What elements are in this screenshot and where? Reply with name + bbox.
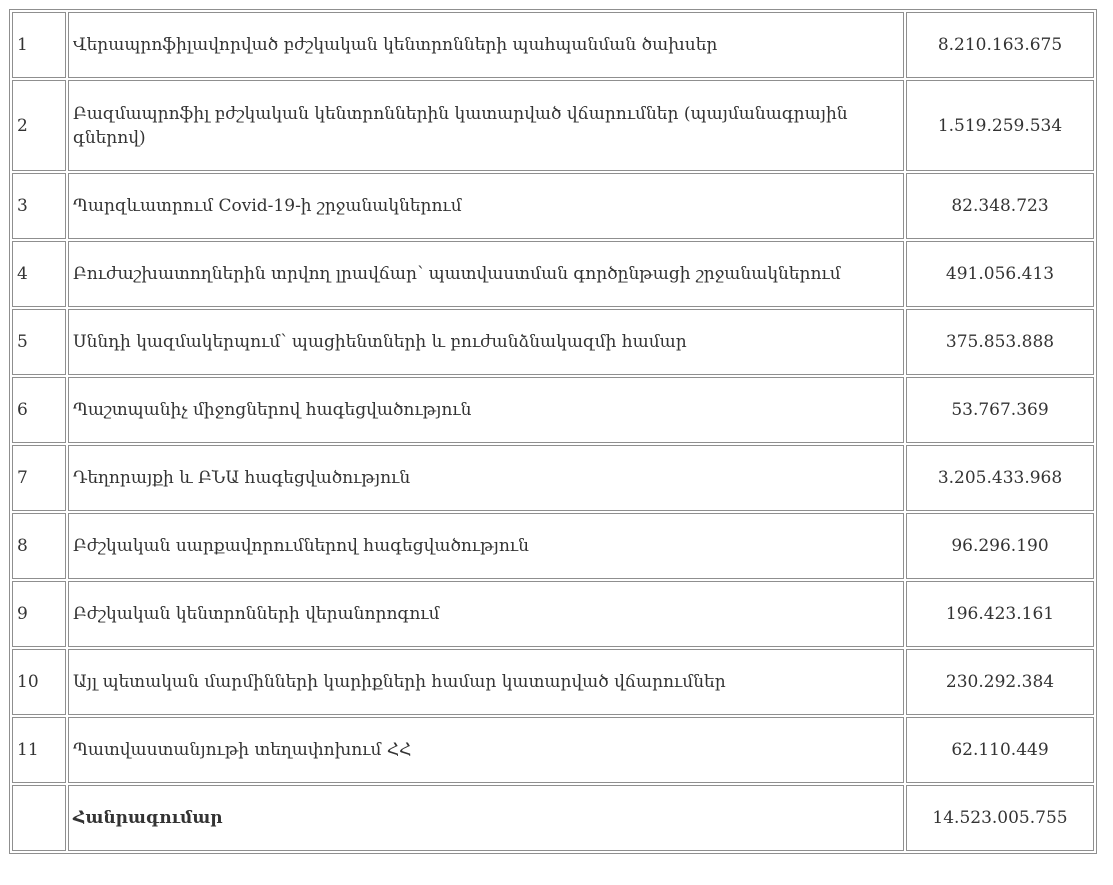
table-row xyxy=(12,309,1094,375)
row-amount: 8.210.163.675 xyxy=(906,12,1094,78)
row-number: 7 xyxy=(12,445,66,511)
row-description: Սննդի կազմակերպում՝ պացիենտների և բուժանձնակազմի համար xyxy=(68,309,904,375)
budget-table-container xyxy=(9,9,1097,854)
row-number: 4 xyxy=(12,241,66,307)
table-row xyxy=(12,717,1094,783)
row-amount: 1.519.259.534 xyxy=(906,80,1094,171)
row-number: 3 xyxy=(12,173,66,239)
table-row xyxy=(12,80,1094,171)
budget-table xyxy=(9,9,1097,854)
row-amount: 491.056.413 xyxy=(906,241,1094,307)
row-amount: 3.205.433.968 xyxy=(906,445,1094,511)
table-row xyxy=(12,377,1094,443)
row-description: Պատվաստանյութի տեղափոխում ՀՀ xyxy=(68,717,904,783)
row-amount: 96.296.190 xyxy=(906,513,1094,579)
table-row xyxy=(12,241,1094,307)
total-amount: 14.523.005.755 xyxy=(906,785,1094,851)
table-row xyxy=(12,649,1094,715)
total-row xyxy=(12,785,1094,851)
row-description: Այլ պետական մարմինների կարիքների համար կատարված վճարումներ xyxy=(68,649,904,715)
total-label: Հանրագումար xyxy=(68,785,904,851)
row-number: 10 xyxy=(12,649,66,715)
row-amount: 82.348.723 xyxy=(906,173,1094,239)
row-amount: 53.767.369 xyxy=(906,377,1094,443)
table-row xyxy=(12,581,1094,647)
row-number: 2 xyxy=(12,80,66,171)
row-description: Բուժաշխատողներին տրվող լրավճար՝ պատվաստման գործընթացի շրջանակներում xyxy=(68,241,904,307)
row-amount: 230.292.384 xyxy=(906,649,1094,715)
row-number: 6 xyxy=(12,377,66,443)
table-row xyxy=(12,173,1094,239)
row-number: 1 xyxy=(12,12,66,78)
row-description: Բժշկական կենտրոնների վերանորոգում xyxy=(68,581,904,647)
row-number: 9 xyxy=(12,581,66,647)
table-row xyxy=(12,513,1094,579)
row-amount: 375.853.888 xyxy=(906,309,1094,375)
row-amount: 62.110.449 xyxy=(906,717,1094,783)
row-description: Պաշտպանիչ միջոցներով հագեցվածություն xyxy=(68,377,904,443)
row-description: Պարզևատրում Covid-19-ի շրջանակներում xyxy=(68,173,904,239)
row-amount: 196.423.161 xyxy=(906,581,1094,647)
row-number: 5 xyxy=(12,309,66,375)
row-description: Բազմապրոֆիլ բժշկական կենտրոններին կատարված վճարումներ (պայմանագրային գներով) xyxy=(68,80,904,171)
table-row xyxy=(12,12,1094,78)
row-number: 8 xyxy=(12,513,66,579)
row-description: Դեղորայքի և ԲՆԱ հագեցվածություն xyxy=(68,445,904,511)
table-row xyxy=(12,445,1094,511)
row-description: Բժշկական սարքավորումներով հագեցվածություն xyxy=(68,513,904,579)
row-number: 11 xyxy=(12,717,66,783)
row-description: Վերապրոֆիլավորված բժշկական կենտրոնների պահպանման ծախսեր xyxy=(68,12,904,78)
total-number xyxy=(12,785,66,851)
